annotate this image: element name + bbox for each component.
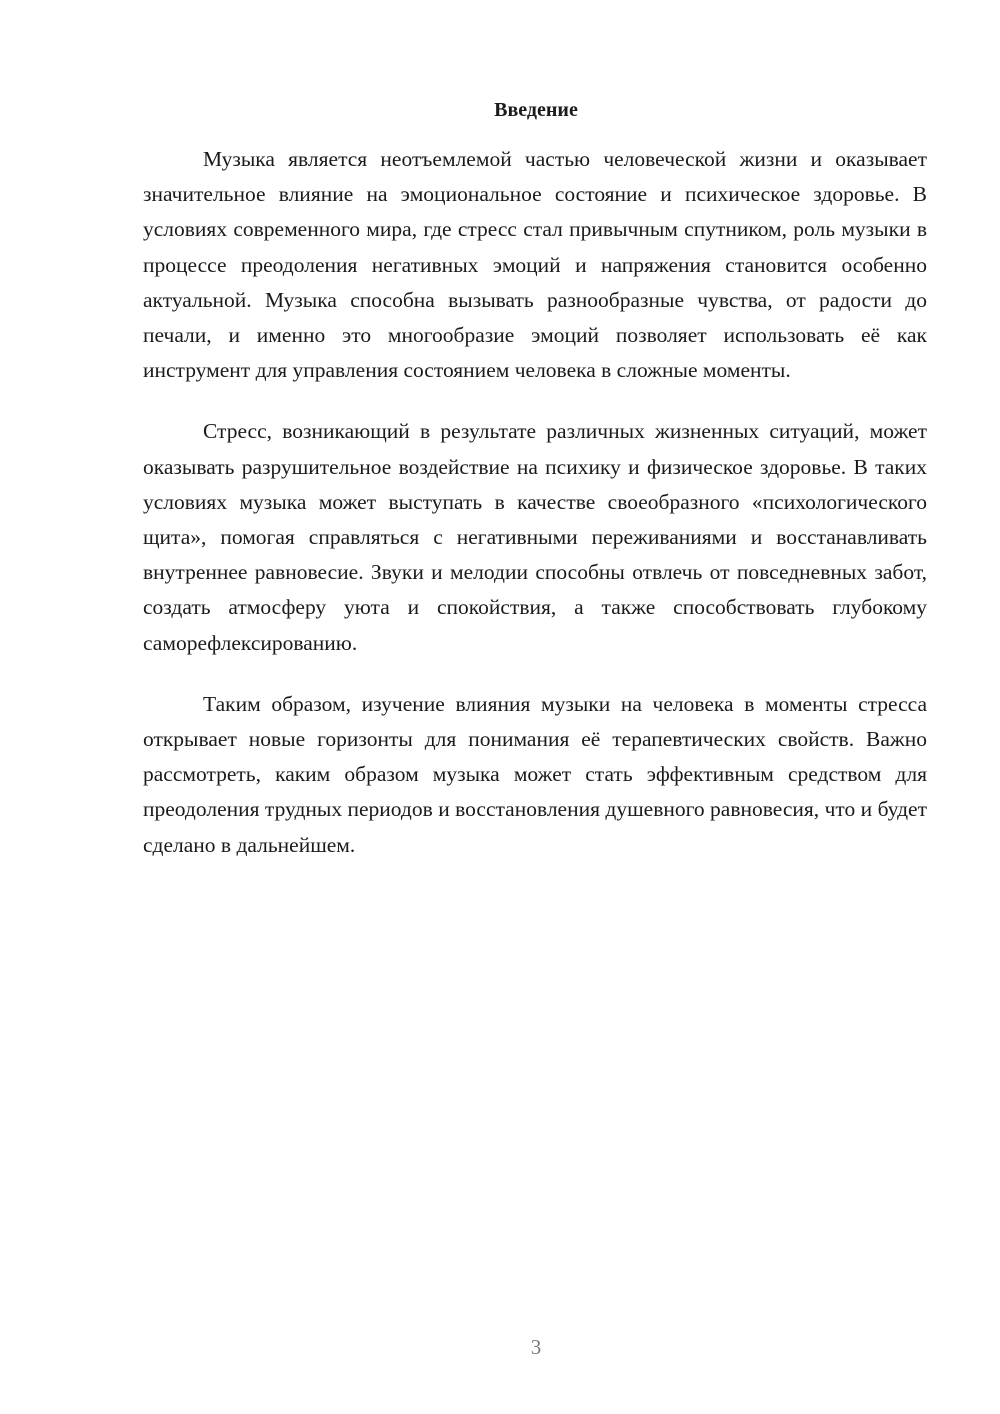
page-number: 3 <box>530 1335 542 1359</box>
paragraph-2: Стресс, возникающий в результате различных жизненных ситуаций, может оказывать разрушительное воздействие на психику и физическое здоровье. В таких условиях музыка может выступать в качестве своеобразного «психологического щита», помогая справляться с негативными переживаниями и восстанавливать внутреннее равновесие. Звуки и мелодии способны отвлечь от повседневных забот, создать атмосферу уюта и спокойствия, а также способствовать глубокому саморефлексированию. <box>143 419 927 655</box>
paragraph-3: Таким образом, изучение влияния музыки на человека в моменты стресса открывает новые горизонты для понимания её терапевтических свойств. Важно рассмотреть, каким образом музыка может стать эффективным средством для преодоления трудных периодов и восстановления душевного равновесия, что и будет сделано в дальнейшем. <box>143 691 927 857</box>
paragraph-1: Музыка является неотъемлемой частью человеческой жизни и оказывает значительное влияние на эмоциональное состояние и психическое здоровье. В условиях современного мира, где стресс стал привычным спутником, роль музыки в процессе преодоления негативных эмоций и напряжения становится особенно актуальной. Музыка способна вызывать разнообразные чувства, от радости до печали, и именно это многообразие эмоций позволяет использовать её как инструмент для управления состоянием человека в сложные моменты. <box>143 147 927 383</box>
document-body <box>143 142 927 889</box>
section-title: Введение <box>494 99 578 121</box>
